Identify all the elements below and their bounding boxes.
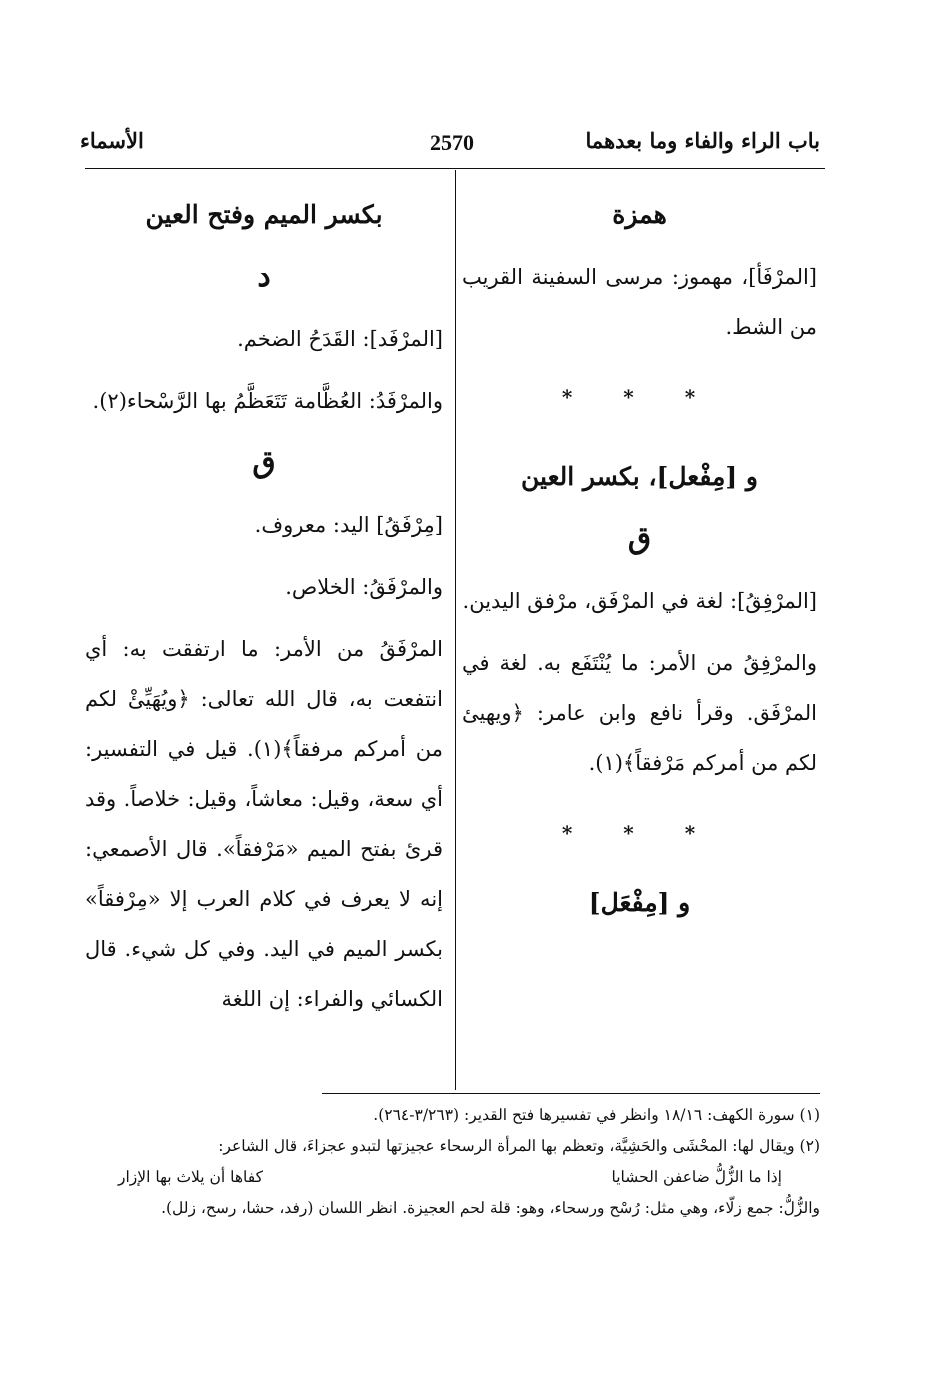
footnotes — [100, 1100, 820, 1224]
chapter-title: باب الراء والفاء وما بعدهما — [585, 128, 820, 153]
entry-marfa: [المرْفَأ]، مهموز: مرسى السفينة القريب من الشط. — [462, 265, 817, 339]
footnote-2: (٢) ويقال لها: المحْشَى والحَشِيَّة، وتعظم بها المرأة الرسحاء عجيزتها لتبدو عجزاءَ، قال الشاعر: — [218, 1137, 820, 1155]
right-column — [462, 190, 817, 928]
verse-second-hemistich: كفاها أن يلاث بها الإزار — [118, 1168, 263, 1186]
letter-qaf: ق — [627, 521, 652, 556]
verse-first-hemistich: إذا ما الزُّلُّ ضاعفن الحشايا — [611, 1168, 782, 1186]
entry-mirfaq-matter: والمرْفِقُ من الأمر: ما يُنْتَفَع به. لغة في المرْفَق. وقرأ نافع وابن عامر: ﴿ويهيئ لكم من أمركم مَرْفقاً﴾(١). — [462, 651, 817, 775]
footnote-rule — [322, 1093, 820, 1094]
entry-mirfaq-elbow: [مِرْفَقُ] اليد: معروف. — [254, 513, 443, 537]
entry-mirfaq-hand: [المرْفِقُ]: لغة في المرْفَق، مرْفق اليدين. — [462, 589, 817, 613]
heading-hamza: همزة — [612, 200, 667, 229]
section-stars: * * * — [561, 385, 718, 409]
header-rule — [85, 168, 825, 169]
section-stars: * * * — [561, 821, 718, 845]
column-divider — [455, 170, 456, 1090]
left-column — [85, 190, 443, 1024]
entry-marfaq-matter: المرْفَقُ من الأمر: ما ارتفقت به: أي انتفعت به، قال الله تعالى: ﴿ويُهَيِّئْ لكم من أمركم مرفقاً﴾(١). قيل في التفسير: أي سعة، وقيل: معاشاً، وقيل: خلاصاً. وقد قرئ بفتح الميم «مَرْفقاً». قال الأصمعي: إنه لا يعرف في كلام العرب إلا «مِرْفقاً» بكسر الميم في اليد. وفي كل شيء. قال الكسائي والفراء: إن اللغة — [85, 637, 443, 1011]
page-header — [80, 128, 820, 168]
page-number: 2570 — [430, 130, 474, 155]
footnote-1: (١) سورة الكهف: ١٨/١٦ وانظر في تفسيرها فتح القدير: (٣/٢٦٣-٢٦٤). — [373, 1106, 820, 1124]
entry-marfad-pad: والمرْفَدُ: العُظَّامة تَتَعَظَّمُ بها الرَّسْحاء(٢). — [92, 389, 443, 413]
heading-pattern-mifal: و [مِفْعَل] — [588, 888, 691, 917]
heading-pattern-mifil: و [مِفْعل]، بكسر العين — [521, 462, 758, 491]
footnote-2-note: والزُّلُّ: جمع زلّاء، وهي مثل: رُسْح ورسحاء، وهو: قلة لحم العجيزة. انظر اللسان (رفد، حشا، رسح، زلل). — [161, 1199, 820, 1217]
letter-qaf: ق — [252, 445, 276, 480]
letter-dal: د — [257, 259, 271, 294]
entry-marfaq-relief: والمرْفَقُ: الخلاص. — [285, 575, 443, 599]
section-title: الأسماء — [80, 128, 144, 153]
poetry-verse — [100, 1162, 820, 1193]
heading-kasr-fath: بكسر الميم وفتح العين — [145, 200, 383, 229]
entry-marfad-cup: [المرْفَد]: القَدَحُ الضخم. — [237, 327, 443, 351]
